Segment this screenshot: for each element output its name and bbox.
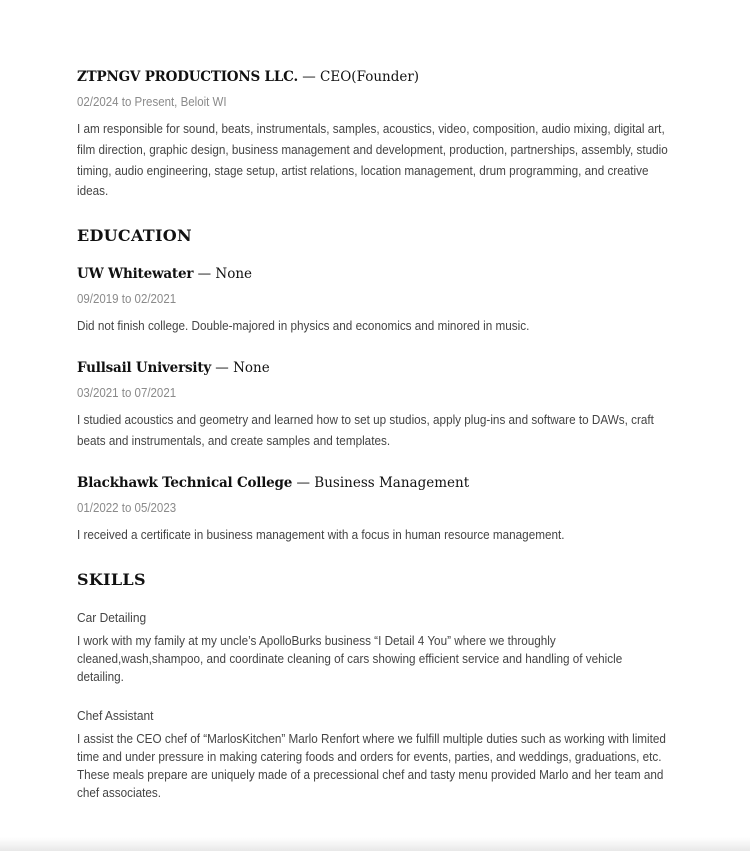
title-separator: — <box>302 69 316 85</box>
title-separator: — <box>215 360 229 376</box>
skills-heading: SKILLS <box>77 570 146 589</box>
job-dates: 02/2024 to Present, Beloit WI <box>77 95 227 109</box>
education-description: Did not finish college. Double-majored in physics and economics and minored in music. <box>77 318 530 333</box>
degree: Business Management <box>314 475 470 491</box>
title-separator: — <box>296 475 310 491</box>
job-title-line <box>77 69 419 85</box>
title-separator: — <box>197 266 212 282</box>
skill-name: Car Detailing <box>77 610 147 625</box>
job-role: CEO(Founder) <box>320 69 420 85</box>
school-name: Blackhawk Technical College <box>77 475 293 491</box>
skill-description: I assist the CEO chef of “MarlosKitchen” Marlo Renfort where we fulfill multiple duties such as working with limited time and under pressure in making catering foods and orders for events, parties, and weddings, graduations, etc. These meals prepare are uniquely made of a precessional chef and tasty menu provided Marlo and her team and chef associates. <box>77 731 666 800</box>
degree: None <box>215 266 252 282</box>
education-description: I received a certificate in business management with a focus in human resource management. <box>77 527 565 542</box>
education-dates: 03/2021 to 07/2021 <box>77 386 177 400</box>
job-description: I am responsible for sound, beats, instrumentals, samples, acoustics, video, composition, audio mixing, digital art, film direction, graphic design, business management and development, production, partnerships, assembly, studio timing, audio engineering, stage setup, artist relations, location management, drum programming, and creative ideas. <box>77 121 668 199</box>
education-heading: EDUCATION <box>77 226 192 245</box>
company-name: ZTPNGV PRODUCTIONS LLC. <box>77 69 298 85</box>
degree: None <box>233 360 270 376</box>
education-title-line <box>77 266 252 282</box>
education-description: I studied acoustics and geometry and learned how to set up studios, apply plug-ins and software to DAWs, craft beats and instrumentals, and create samples and templates. <box>77 412 654 448</box>
page-bottom-shadow <box>0 837 750 851</box>
skill-description: I work with my family at my uncle’s ApolloBurks business “I Detail 4 You” where we throughly cleaned,wash,shampoo, and coordinate cleaning of cars showing efficient service and handling of vehicle detailing. <box>77 633 623 684</box>
education-title-line <box>77 475 469 491</box>
education-dates: 09/2019 to 02/2021 <box>77 292 177 306</box>
education-dates: 01/2022 to 05/2023 <box>77 501 177 515</box>
skill-name: Chef Assistant <box>77 708 154 723</box>
school-name: Fullsail University <box>77 360 211 376</box>
school-name: UW Whitewater <box>77 266 194 282</box>
education-title-line <box>77 360 270 376</box>
